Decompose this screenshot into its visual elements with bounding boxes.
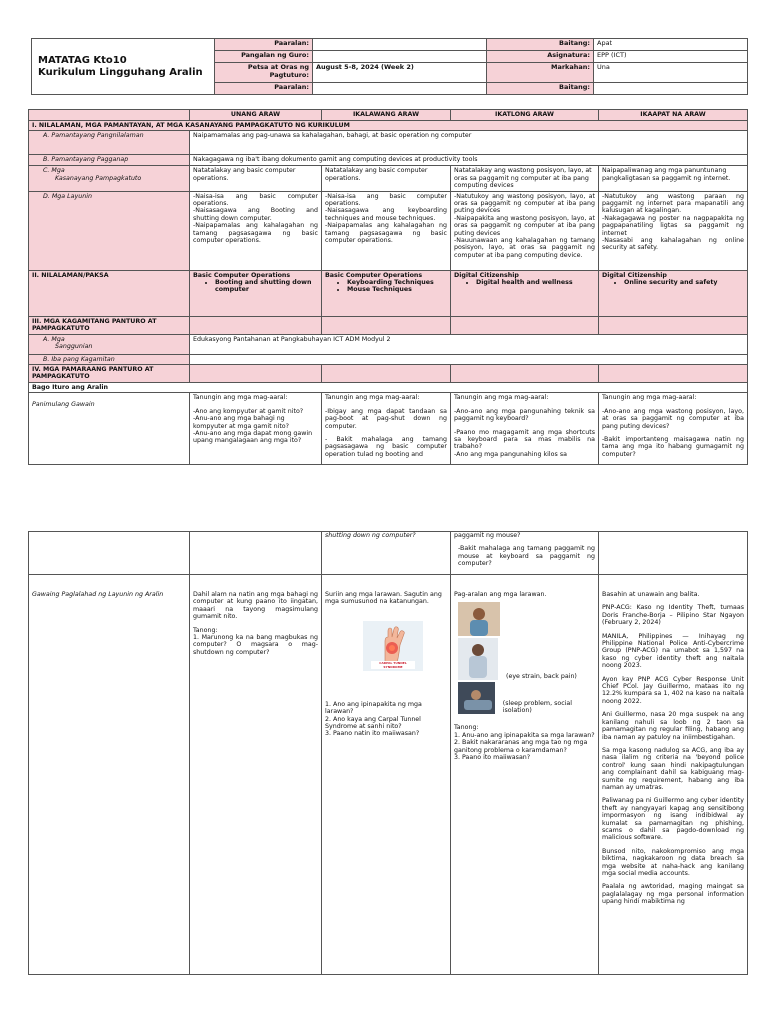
panimulang-day-3 — [451, 393, 599, 465]
paksa-day-2-title: Basic Computer Operations — [325, 271, 423, 279]
gawain-day-3-question: 2. Bakit nakararanas ang mga tao ng mga ganitong problema o karamdaman? — [454, 739, 588, 754]
day-header-4: IKAAPAT NA ARAW — [599, 110, 748, 121]
section-1-title: I. NILALAMAN, MGA PAMANTAYAN, AT MGA KASANAYANG PAMPAGKATUTO NG KURIKULUM — [29, 121, 748, 131]
corner-cell — [29, 110, 190, 121]
kasanayan-label-2: Kasanayang Pampagkatuto — [55, 174, 142, 182]
carpal-tunnel-caption: CARPAL TUNNEL SYNDROME — [371, 661, 415, 669]
kasanayan-day-4: Naipapaliwanag ang mga panuntunang pangkaligtasan sa paggamit ng internet. — [599, 166, 748, 191]
pamaraan-day-1 — [190, 365, 322, 383]
cont-day-3 — [451, 532, 599, 575]
panimulang-gawain-label: Panimulang Gawain — [29, 393, 190, 465]
document-title — [32, 39, 215, 95]
paksa-day-1-title: Basic Computer Operations — [193, 271, 291, 279]
value-petsa[interactable]: August 5-8, 2024 (Week 2) — [313, 63, 487, 83]
kasanayan-day-2: Natatalakay ang basic computer operations. — [322, 166, 451, 191]
layunin-day-1-item: -Naisa-isa ang basic computer operations. — [193, 192, 318, 208]
gawain-day-3-intro: Pag-aralan ang mga larawan. — [454, 591, 547, 598]
paksa-day-1 — [190, 270, 322, 316]
panimulang-day-3-line: -Paano mo magagamit ang mga shortcuts sa keyboard para sa mas mabilis na trabaho? — [454, 428, 595, 451]
balita-paragraph: Paliwanag pa ni Guillermo ang cyber identity theft ay nangyayari kapag ang sensitibong impormasyon ng isang indibidwal ay kumalat sa pamamagitan ng phishing, scams o dahil sa pagdo-download ng malicious software. — [602, 797, 744, 842]
gawain-day-1-line: Tanong: — [193, 626, 218, 634]
layunin-day-3 — [451, 191, 599, 270]
cont-label — [29, 532, 190, 575]
paksa-day-2 — [322, 270, 451, 316]
lesson-plan-table-page1 — [28, 109, 748, 465]
balita-paragraph: MANILA, Philippines — Inihayag ng Philippine National Police Anti-Cybercrime Group (PNP-ACG) na umabot sa 1,597 na kaso ng cyber identity theft ang naitala noong 2023. — [602, 632, 744, 670]
sanggunian-label — [29, 334, 190, 354]
kagamitan-day-2 — [322, 316, 451, 334]
gawain-day-2-question: 3. Paano natin ito maiiwasan? — [325, 730, 420, 738]
pamantayang-pagganap-text: Nakagagawa ng iba't ibang dokumento gamit ang computing devices at productivity tools — [190, 155, 748, 166]
kasanayan-day-1: Natatalakay ang basic computer operations. — [190, 166, 322, 191]
gawain-paglalahad-label: Gawaing Paglalahad ng Layunin ng Aralin — [29, 575, 190, 975]
title-line-2: Kurikulum Lingguhang Aralin — [38, 66, 203, 78]
panimulang-day-4 — [599, 393, 748, 465]
cont-day-1 — [190, 532, 322, 575]
balita-paragraph: Basahin at unawain ang balita. — [602, 591, 700, 598]
layunin-day-4-item: -Nakagagawa ng poster na nagpapakita ng pagpapanatiling ligtas sa paggamit ng internet — [602, 214, 744, 237]
layunin-day-4-item: -Nasasabi ang kahalagahan ng online security at safety. — [602, 237, 744, 252]
photo-row-3 — [458, 682, 595, 714]
panimulang-day-4-line: Tanungin ang mga mag-aaral: — [602, 394, 697, 402]
cont-day-4 — [599, 532, 748, 575]
value-guro[interactable] — [313, 51, 487, 63]
layunin-day-2-item: -Naisa-isa ang basic computer operations. — [325, 192, 447, 208]
panimulang-day-1-line: -Anu-ano ang mga bahagi ng kompyuter at mga gamit nito? — [193, 415, 289, 430]
balita-paragraph: Paalala ng awtoridad, maging maingat sa paglalalagay ng mga personal information upang hindi mabiktima ng — [602, 883, 744, 906]
label-markahan: Markahan: — [487, 63, 594, 83]
sanggunian-text: Edukasyong Pantahanan at Pangkabuhayan ICT ADM Modyul 2 — [190, 334, 748, 354]
panimulang-day-4-line: -Bakit importanteng maisagawa natin ng tama ang mga ito habang gumagamit ng computer? — [602, 436, 744, 458]
layunin-day-2-item: -Naipapamalas ang kahalagahan ng tamang pagsasagawa ng basic computer operations. — [325, 222, 447, 245]
lesson-plan-table-page2 — [28, 531, 748, 975]
layunin-day-2 — [322, 191, 451, 270]
pamaraan-day-4 — [599, 365, 748, 383]
paksa-day-4-item: • Online security and safety — [624, 279, 744, 286]
mga-layunin-label: D. Mga Layunin — [29, 191, 190, 270]
kagamitan-day-3 — [451, 316, 599, 334]
panimulang-day-2-line: -Ibigay ang mga dapat tandaan sa pag-boot at pag-shut down ng computer. — [325, 407, 447, 430]
cont-day-3-line: paggamit ng mouse? — [454, 532, 521, 539]
pamantayang-pangnilalaman-label: A. Pamantayang Pangnilalaman — [29, 131, 190, 155]
gawain-day-3-question: Tanong: — [454, 724, 479, 732]
layunin-day-1-item: -Naisasagawa ang Booting and shutting down computer. — [193, 207, 318, 222]
gawain-day-3-question: 3. Paano ito maiiwasan? — [454, 754, 531, 762]
gawain-day-2-intro: Suriin ang mga larawan. Sagutin ang mga sumusunod na katanungan. — [325, 591, 442, 606]
panimulang-day-1-line: -Ano ang kompyuter at gamit nito? — [193, 407, 304, 415]
kagamitan-day-4 — [599, 316, 748, 334]
panimulang-day-2-line: Tanungin ang mga mag-aaral: — [325, 394, 420, 402]
gawain-day-4 — [599, 575, 748, 975]
paksa-day-3 — [451, 270, 599, 316]
value-markahan[interactable]: Una — [594, 63, 748, 83]
layunin-day-3-item: -Nauunawaan ang kahalagahan ng tamang posisyon, layo, at oras sa paggamit ng computer at iba pang computing device. — [454, 237, 595, 259]
photo-row-2 — [458, 638, 595, 680]
gawain-day-1-line: 1. Marunong ka na bang magbukas ng computer? O magsara o mag-shutdown ng computer? — [193, 634, 318, 656]
kagamitan-day-1 — [190, 316, 322, 334]
sanggunian-label-1: A. Mga — [43, 335, 65, 343]
layunin-day-3-item: -Naipapakita ang wastong posisyon, layo, at oras sa paggamit ng computer at iba pang puting devices — [454, 214, 595, 237]
pamantayang-pagganap-label: B. Pamantayang Pagganap — [29, 155, 190, 166]
label-baitang: Baitang: — [487, 39, 594, 51]
gawain-day-2 — [322, 575, 451, 975]
paksa-day-4-title: Digital Citizenship — [602, 271, 667, 279]
layunin-day-4-item: -Natutukoy ang wastong paraan ng paggamit ng internet para mapanatili ang kalusugan at kagalingan. — [602, 192, 744, 215]
panimulang-day-2 — [322, 393, 451, 465]
layunin-day-2-item: -Naisasagawa ang keyboarding techniques and mouse techniques. — [325, 207, 447, 222]
section-2-title: II. NILALAMAN/PAKSA — [29, 270, 190, 316]
balita-paragraph: PNP-ACG: Kaso ng Identity Theft, tumaas Doris Franche-Borja – Pilipino Star Ngayon (February 2, 2024) — [602, 604, 744, 627]
pamantayang-pangnilalaman-text: Naipamamalas ang pag-unawa sa kahalagahan, bahagi, at basic operation ng computer — [190, 131, 748, 155]
panimulang-day-3-line: -Ano-ano ang mga pangunahing teknik sa paggamit ng keyboard? — [454, 407, 595, 423]
label-baitang-2: Baitang: — [487, 83, 594, 95]
paksa-day-3-title: Digital Citizenship — [454, 271, 519, 279]
kasanayan-label — [29, 166, 190, 191]
panimulang-day-3-line: Tanungin ang mga mag-aaral: — [454, 394, 549, 402]
cont-day-3-line: -Bakit mahalaga ang tamang paggamit ng mouse at keyboard sa paggamit ng computer? — [458, 545, 595, 568]
balita-paragraph: Ani Guillermo, nasa 20 mga suspek na ang kanilang nahuli sa loob ng 2 taon sa pamamagitan ng regular filing, habang ang iba naman ay patuloy na iniimbestigahan. — [602, 711, 744, 741]
iba-pang-kagamitan-text — [190, 354, 748, 364]
day-header-1: UNANG ARAW — [190, 110, 322, 121]
label-petsa: Petsa at Oras ng Pagtuturo: — [215, 63, 313, 83]
eye-strain-photo — [458, 602, 500, 636]
cont-day-2: shutting down ng computer? — [322, 532, 451, 575]
layunin-day-4 — [599, 191, 748, 270]
layunin-day-1 — [190, 191, 322, 270]
paksa-day-2-item: • Keyboarding Techniques — [347, 279, 447, 286]
balita-paragraph: Bunsod nito, nakokompromiso ang mga biktima, nagkakaroon ng data breach sa mga website at naha-hack ang kanilang mga social media accounts. — [602, 847, 744, 877]
carpal-tunnel-image — [363, 621, 423, 671]
sleep-problem-photo — [458, 682, 495, 714]
gawain-day-3-question: 1. Anu-ano ang ipinapakita sa mga larawan? — [454, 731, 595, 739]
kasanayan-label-1: C. Mga — [43, 167, 65, 175]
title-line-1: MATATAG Kto10 — [38, 54, 127, 66]
panimulang-day-1-line: -Anu-ano ang mga dapat mong gawin upang mangalagaan ang mga ito? — [193, 430, 313, 445]
label-asignatura: Asignatura: — [487, 51, 594, 63]
layunin-day-3-item: -Natutukoy ang wastong posisyon, layo, at oras sa paggamit ng computer at iba pang puting devices — [454, 192, 595, 215]
paksa-day-2-item: • Mouse Techniques — [347, 286, 447, 293]
sanggunian-label-2: Sanggunian — [55, 343, 93, 351]
value-paaralan[interactable] — [313, 39, 487, 51]
pamaraan-day-3 — [451, 365, 599, 383]
paksa-day-3-item: • Digital health and wellness — [476, 279, 595, 286]
value-asignatura[interactable]: EPP (ICT) — [594, 51, 748, 63]
paksa-day-4 — [599, 270, 748, 316]
iba-pang-kagamitan-label: B. Iba pang Kagamitan — [29, 354, 190, 364]
gawain-day-2-question: 1. Ano ang ipinapakita ng mga larawan? — [325, 700, 422, 716]
panimulang-day-1-line: Tanungin ang mga mag-aaral: — [193, 394, 288, 402]
section-4-title: IV. MGA PAMARAANG PANTURO AT PAMPAGKATUTO — [29, 365, 190, 383]
balita-paragraph: Ayon kay PNP ACG Cyber Response Unit Chief PCol. Jay Guillermo, mataas ito ng 12.2% kumpara sa 1, 402 na kaso na naitala noong 2022. — [602, 675, 744, 705]
gawain-day-3 — [451, 575, 599, 975]
gawain-day-2-question: 2. Ano kaya ang Carpal Tunnel Syndrome at sanhi nito? — [325, 715, 421, 731]
panimulang-day-1 — [190, 393, 322, 465]
back-pain-photo — [458, 638, 498, 680]
panimulang-day-4-line: -Ano-ano ang mga wastong posisyon, layo, at oras sa paggamit ng computer at iba pang puting devices? — [602, 407, 744, 430]
gawain-day-1-line: Dahil alam na natin ang mga bahagi ng computer at kung paano ito iingatan, maaari na tayong magsimulang gumamit nito. — [193, 591, 318, 621]
eye-strain-caption: (eye strain, back pain) — [506, 673, 577, 680]
person-photo-icon — [458, 602, 500, 636]
pamaraan-day-2 — [322, 365, 451, 383]
label-paaralan-2: Paaralan: — [215, 83, 313, 95]
layunin-day-1-item: -Naipapamalas ang kahalagahan ng tamang pagsasagawa ng basic computer operations. — [193, 222, 318, 245]
day-header-2: IKALAWANG ARAW — [322, 110, 451, 121]
value-paaralan-2[interactable] — [313, 83, 487, 95]
balita-paragraph: Sa mga kasong nadulog sa ACG, ang iba ay nasa ilalim ng criteria na 'beyond police control' kung saan hindi nakipagtulungan ang complainant dahil sa kabiguang mag-sumite ng requirement, habang ang iba naman ay umatras. — [602, 746, 744, 791]
label-paaralan: Paaralan: — [215, 39, 313, 51]
header-table — [31, 38, 748, 95]
section-3-title: III. MGA KAGAMITANG PANTURO AT PAMPAGKATUTO — [29, 316, 190, 334]
value-baitang[interactable]: Apat — [594, 39, 748, 51]
gawain-day-1 — [190, 575, 322, 975]
bago-ituro-label: Bago Ituro ang Aralin — [29, 383, 748, 393]
panimulang-day-2-line: - Bakit mahalaga ang tamang pagsasagawa ng basic computer operation tulad ng booting and — [325, 436, 447, 458]
panimulang-day-3-line: -Ano ang mga pangunahing kilos sa — [454, 450, 567, 458]
kasanayan-day-3: Natatalakay ang wastong posisyon, layo, at oras sa paggamit ng computer at iba pang computing devices — [451, 166, 599, 191]
label-guro: Pangalan ng Guro: — [215, 51, 313, 63]
sleep-problem-caption: (sleep problem, social isolation) — [502, 699, 573, 714]
paksa-day-1-item: • Booting and shutting down computer — [215, 279, 318, 294]
value-baitang-2[interactable] — [594, 83, 748, 95]
day-header-3: IKATLONG ARAW — [451, 110, 599, 121]
